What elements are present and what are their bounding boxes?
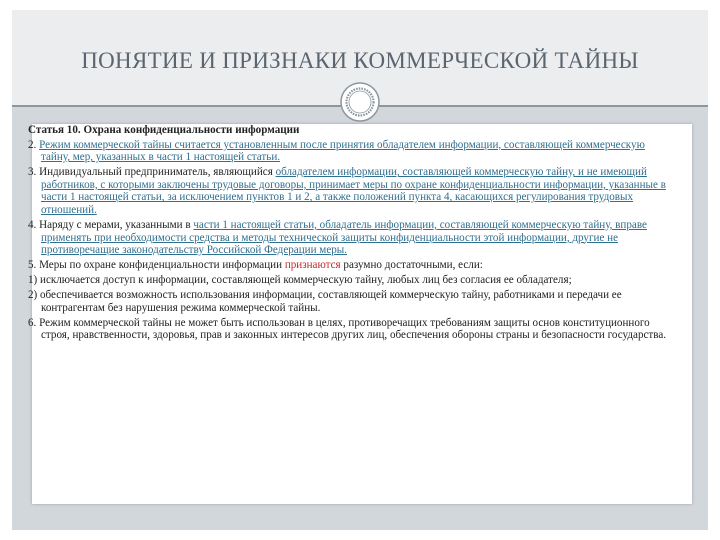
paragraph-2 xyxy=(28,139,672,164)
p5-text: 5. Меры по охране конфиденциальности информации xyxy=(28,259,285,272)
paragraph-5-2: 2) обеспечивается возможность использования информации, составляющей коммерческую тайну, работниками и передачи ее контрагентам без нарушения режима коммерческой тайны. xyxy=(28,289,622,314)
p3-link[interactable]: обладателем информации, составляющей коммерческую тайну, и не имеющий работников, с которыми заключены трудовые договоры, принимает меры по охране конфиденциальности информации, указанные в части 1 настоящей статьи, за исключением пунктов 1 и 2, а также положений пункта 4, касающихся регулирования трудовых отношений. xyxy=(41,166,666,216)
p3-text: 3. Индивидуальный предприниматель, являющийся xyxy=(28,166,276,179)
article-text xyxy=(20,124,680,344)
paragraph-3 xyxy=(28,166,672,216)
p4-text: 4. Наряду с мерами, указанными в xyxy=(28,218,194,231)
ring-ornament-icon xyxy=(340,82,380,122)
p2-number: 2. xyxy=(28,138,40,151)
slide-title: ПОНЯТИЕ И ПРИЗНАКИ КОММЕРЧЕСКОЙ ТАЙНЫ xyxy=(81,48,639,73)
paragraph-5 xyxy=(28,259,672,272)
p2-link[interactable]: Режим коммерческой тайны считается установленным после принятия обладателем информации, составляющей коммерческую тайну, мер, указанных в части 1 настоящей статьи. xyxy=(39,138,645,164)
p4-link[interactable]: части 1 настоящей статьи, обладатель информации, составляющей коммерческую тайну, вправе применять при необходимости средства и методы технической защиты конфиденциальности этой информации, другие не противоречащие законодательству Российской Федерации меры. xyxy=(41,218,647,257)
paragraph-4 xyxy=(28,219,672,257)
p5-mid: разумно достаточными xyxy=(340,259,453,272)
p5-end: , если: xyxy=(452,259,483,272)
p5-emphasis: признаются xyxy=(284,259,341,272)
article-heading: Статья 10. Охрана конфиденциальности информации xyxy=(28,124,300,136)
paragraph-5-1: 1) исключается доступ к информации, составляющей коммерческую тайну, любых лиц без согласия ее обладателя; xyxy=(28,274,572,287)
paragraph-6: 6. Режим коммерческой тайны не может быть использован в целях, противоречащих требованиям защиты основ конституционного строя, нравственности, здоровья, прав и законных интересов других лиц, обеспечения обороны страны и безопасности государства. xyxy=(28,316,667,342)
